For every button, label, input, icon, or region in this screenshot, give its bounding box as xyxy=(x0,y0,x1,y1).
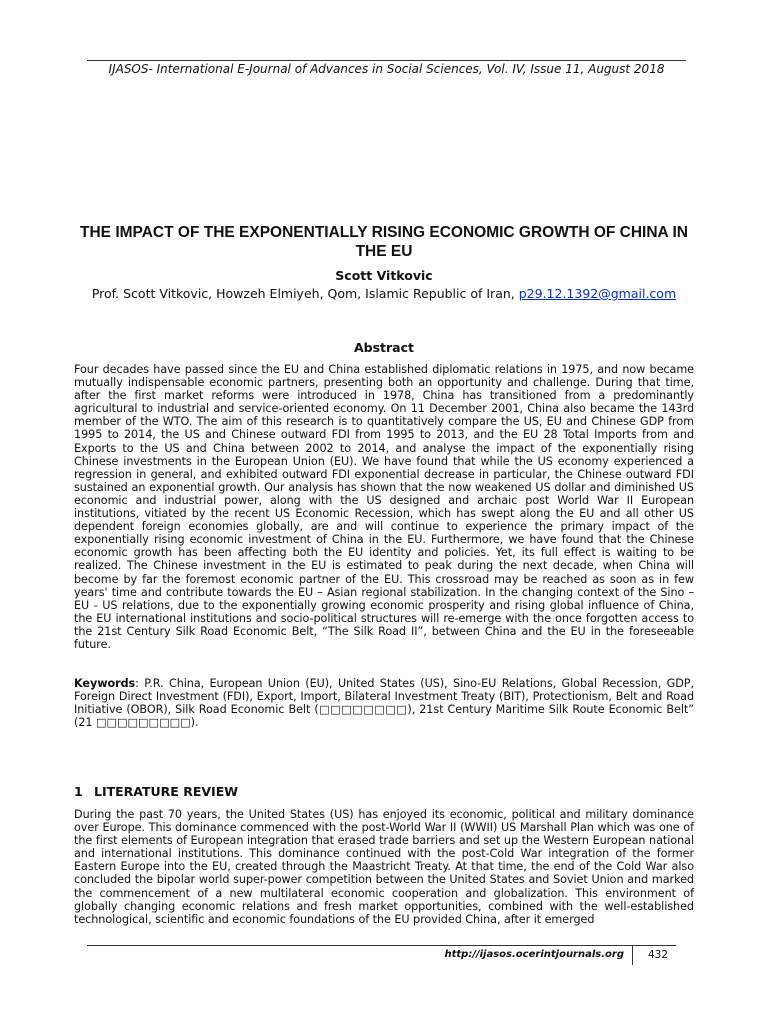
section-number: 1 xyxy=(74,784,83,799)
author-name: Scott Vitkovic xyxy=(335,268,433,283)
footer-rule xyxy=(87,945,676,946)
literature-review-text: During the past 70 years, the United States (US) has enjoyed its economic, political and military dominance over Europe. This dominance commenced with the post-World War II (WWII) US Marshall Plan which was one of the first elements of European integration that erased trade barriers and set up the Western European national and international institutions. This dominance continued with the post-Cold War integration of the former Eastern Europe into the EU, created through the Maastricht Treaty. At that time, the end of the Cold War also concluded the bipolar world super-power competition between the United States and Soviet Union and marked the commencement of a new multilateral economic cooperation and globalization. This environment of globally changing economic relations and fresh market opportunities, combined with the well-established technological, scientific and economic foundations of the EU provided China, after it emerged xyxy=(74,808,694,926)
section-title: LITERATURE REVIEW xyxy=(94,784,239,799)
abstract-text: Four decades have passed since the EU and China established diplomatic relations in 1975, and now became mutually indispensable economic partners, presenting both an opportunity and challenge. During that time, after the first market reforms were introduced in 1978, China has transitioned from a predominantly agricultural to industrial and service-oriented economy. On 11 December 2001, China also became the 143rd member of the WTO. The aim of this research is to quantitatively compare the US, EU and Chinese GDP from 1995 to 2014, the US and Chinese outward FDI from 1995 to 2013, and the EU 28 Total Imports from and Exports to the US and China between 2002 to 2014, and analyse the impact of the exponentially rising Chinese investments in the European Union (EU). We have found that while the US economy experienced a regression in general, and exhibited outward FDI exponential decrease in particular, the Chinese outward FDI sustained an exponential growth. Our analysis has shown that the now weakened US dollar and diminished US economic and industrial power, along with the US designed and archaic post World War II European institutions, vitiated by the recent US Economic Recession, which has swept along the EU and all other US dependent foreign economies globally, are and will continue to experience the primary impact of the exponentially rising economic investment of China in the EU. Furthermore, we have found that the Chinese economic growth has been affecting both the EU identity and policies. Yet, its full effect is waiting to be realized. The Chinese investment in the EU is estimated to peak during the next decade, when China will become by far the foremost economic partner of the EU. This crossroad may be reached as soon as in few years' time and contribute towards the EU – Asian regional stabilization. In the changing context of the Sino – EU - US relations, due to the exponentially growing economic prosperity and rising global influence of China, the EU international institutions and socio-political structures will re-emerge with the once forgotten access to the 21st Century Silk Road Economic Belt, “The Silk Road II”, between China and the EU in the foreseeable future. xyxy=(74,363,694,651)
keywords-text: : P.R. China, European Union (EU), United States (US), Sino-EU Relations, Global Recession, GDP, Foreign Direct Investment (FDI), Export, Import, Bilateral Investment Treaty (BIT), Protectionism, Belt and Road Initiative (OBOR), Silk Road Economic Belt (□□□□□□□□), 21st Century Maritime Silk Route Economic Belt” (21 □□□□□□□□□). xyxy=(74,677,694,730)
journal-header: IJASOS- International E-Journal of Advances in Social Sciences, Vol. IV, Issue 11, August 2018 xyxy=(108,62,665,76)
affiliation-text: Prof. Scott Vitkovic, Howzeh Elmiyeh, Qom, Islamic Republic of Iran, xyxy=(91,286,519,301)
author-affiliation xyxy=(74,286,694,302)
footer-separator xyxy=(632,945,633,965)
keywords-label: Keywords xyxy=(74,677,136,690)
paper-title: THE IMPACT OF THE EXPONENTIALLY RISING ECONOMIC GROWTH OF CHINA IN THE EU xyxy=(80,224,688,260)
keywords xyxy=(74,677,694,729)
author-email-link[interactable]: p29.12.1392@gmail.com xyxy=(518,286,677,301)
section-heading xyxy=(74,784,694,800)
footer-url[interactable]: http://ijasos.ocerintjournals.org xyxy=(444,949,624,960)
page-number: 432 xyxy=(647,949,669,961)
abstract-heading: Abstract xyxy=(353,340,415,355)
